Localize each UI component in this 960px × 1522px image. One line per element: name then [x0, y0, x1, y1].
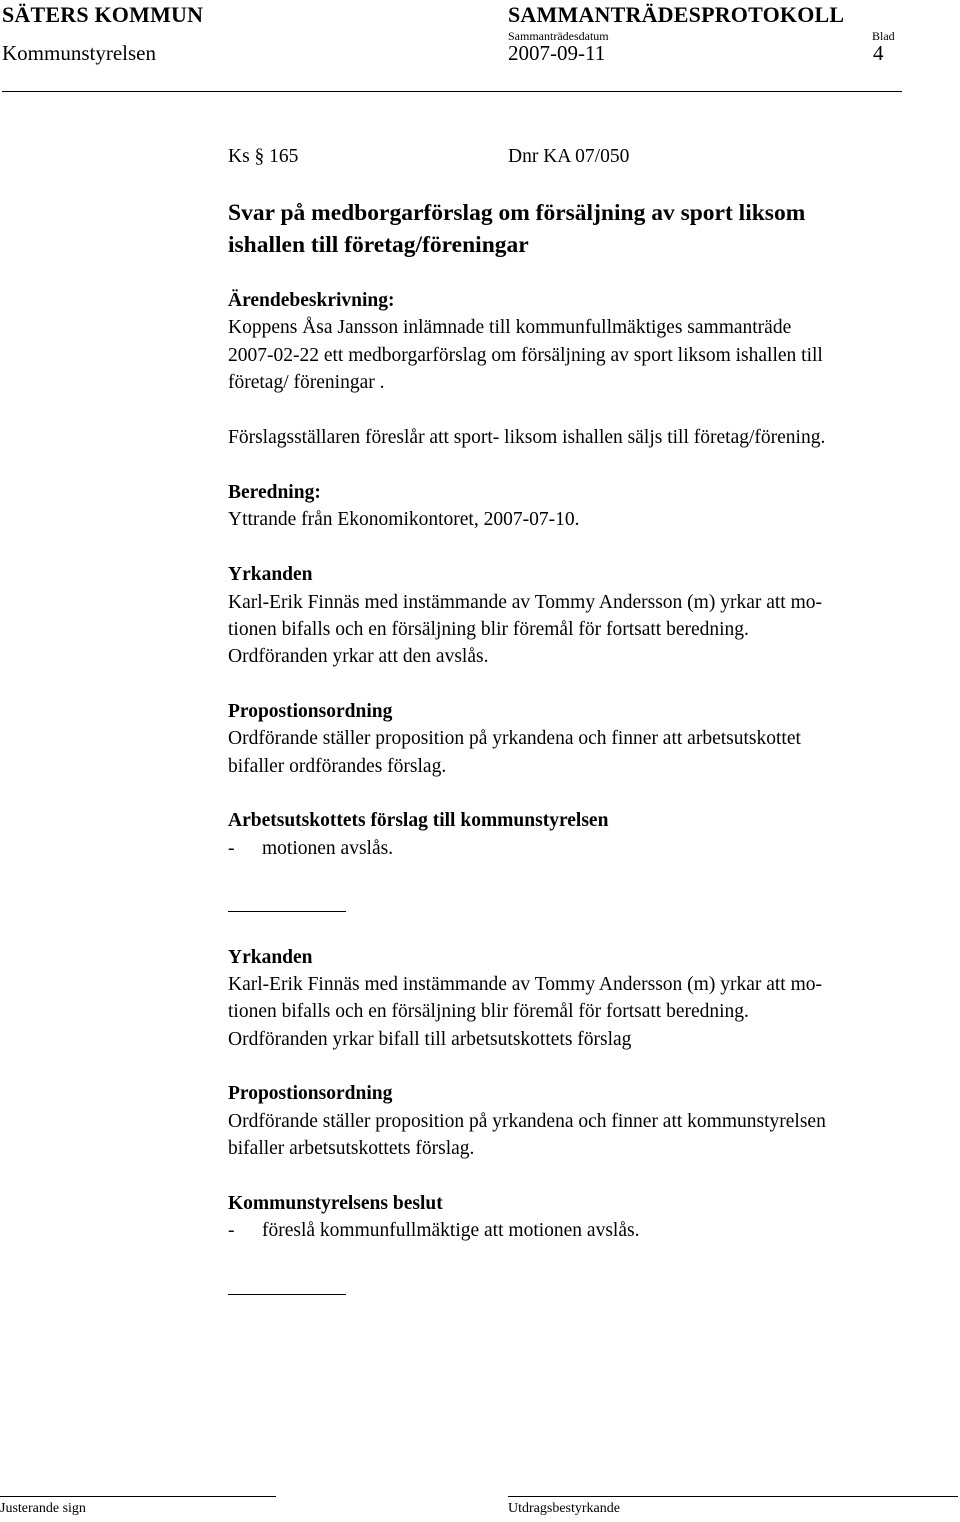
proposition-line: bifaller arbetsutskottets förslag.	[228, 1138, 475, 1159]
separator-rule	[228, 1294, 346, 1295]
beredning-heading: Beredning:	[228, 482, 321, 503]
document-type: SAMMANTRÄDESPROTOKOLL	[508, 2, 845, 27]
separator-rule	[228, 911, 346, 912]
footer-sign-box-right-rule	[508, 1496, 958, 1497]
ks-decision-heading: Kommunstyrelsens beslut	[228, 1193, 443, 1214]
page-number: 4	[873, 41, 884, 65]
arende-heading: Ärendebeskrivning:	[228, 290, 395, 311]
yrkanden-heading: Yrkanden	[228, 564, 313, 585]
case-title-line-2: ishallen till företag/föreningar	[228, 232, 529, 258]
proposition-line: Ordförande ställer proposition på yrkandena och finner att arbetsutskottet	[228, 728, 801, 749]
yrkanden-line: Ordföranden yrkar att den avslås.	[228, 646, 489, 667]
case-dnr: Dnr KA 07/050	[508, 146, 630, 167]
proposition-heading: Propostionsordning	[228, 701, 393, 722]
page-label: Blad	[872, 29, 895, 43]
list-dash: -	[228, 838, 235, 859]
committee-name: Kommunstyrelsen	[2, 41, 156, 65]
meeting-date: 2007-09-11	[508, 41, 606, 65]
arende-line: Koppens Åsa Jansson inlämnade till kommunfullmäktiges sammanträde	[228, 317, 792, 338]
list-dash: -	[228, 1220, 235, 1241]
yrkanden-line: Ordföranden yrkar bifall till arbetsutskottets förslag	[228, 1029, 632, 1050]
header-rule	[2, 91, 902, 92]
proposition-line: Ordförande ställer proposition på yrkandena och finner att kommunstyrelsen	[228, 1111, 826, 1132]
proposition-line: bifaller ordförandes förslag.	[228, 756, 447, 777]
org-name: SÄTERS KOMMUN	[2, 2, 204, 27]
yrkanden-line: Karl-Erik Finnäs med instämmande av Tommy Andersson (m) yrkar att mo-	[228, 974, 822, 995]
footer-sign-box-left-rule	[0, 1496, 276, 1497]
yrkanden-line: tionen bifalls och en försäljning blir föremål för fortsatt beredning.	[228, 1001, 749, 1022]
au-proposal-heading: Arbetsutskottets förslag till kommunstyrelsen	[228, 810, 609, 831]
proposition-heading: Propostionsordning	[228, 1083, 393, 1104]
arende-line: företag/ föreningar .	[228, 372, 385, 393]
case-title-line-1: Svar på medborgarförslag om försäljning av sport liksom	[228, 200, 806, 226]
au-proposal-text: motionen avslås.	[262, 838, 394, 859]
footer-justerande-sign: Justerande sign	[0, 1501, 86, 1516]
au-proposal-item	[228, 835, 393, 863]
case-number: Ks § 165	[228, 146, 299, 167]
date-label: Sammanträdesdatum	[508, 29, 609, 43]
footer-utdragsbestyrkande: Utdragsbestyrkande	[508, 1501, 620, 1516]
ks-decision-item	[228, 1217, 639, 1245]
arende-line: 2007-02-22 ett medborgarförslag om försäljning av sport liksom ishallen till	[228, 345, 823, 366]
forslag-paragraph: Förslagsställaren föreslår att sport- liksom ishallen säljs till företag/förening.	[228, 427, 826, 448]
yrkanden-line: Karl-Erik Finnäs med instämmande av Tommy Andersson (m) yrkar att mo-	[228, 592, 822, 613]
ks-decision-text: föreslå kommunfullmäktige att motionen avslås.	[262, 1220, 640, 1241]
yrkanden-line: tionen bifalls och en försäljning blir föremål för fortsatt beredning.	[228, 619, 749, 640]
beredning-paragraph: Yttrande från Ekonomikontoret, 2007-07-10.	[228, 509, 580, 530]
yrkanden-heading: Yrkanden	[228, 947, 313, 968]
